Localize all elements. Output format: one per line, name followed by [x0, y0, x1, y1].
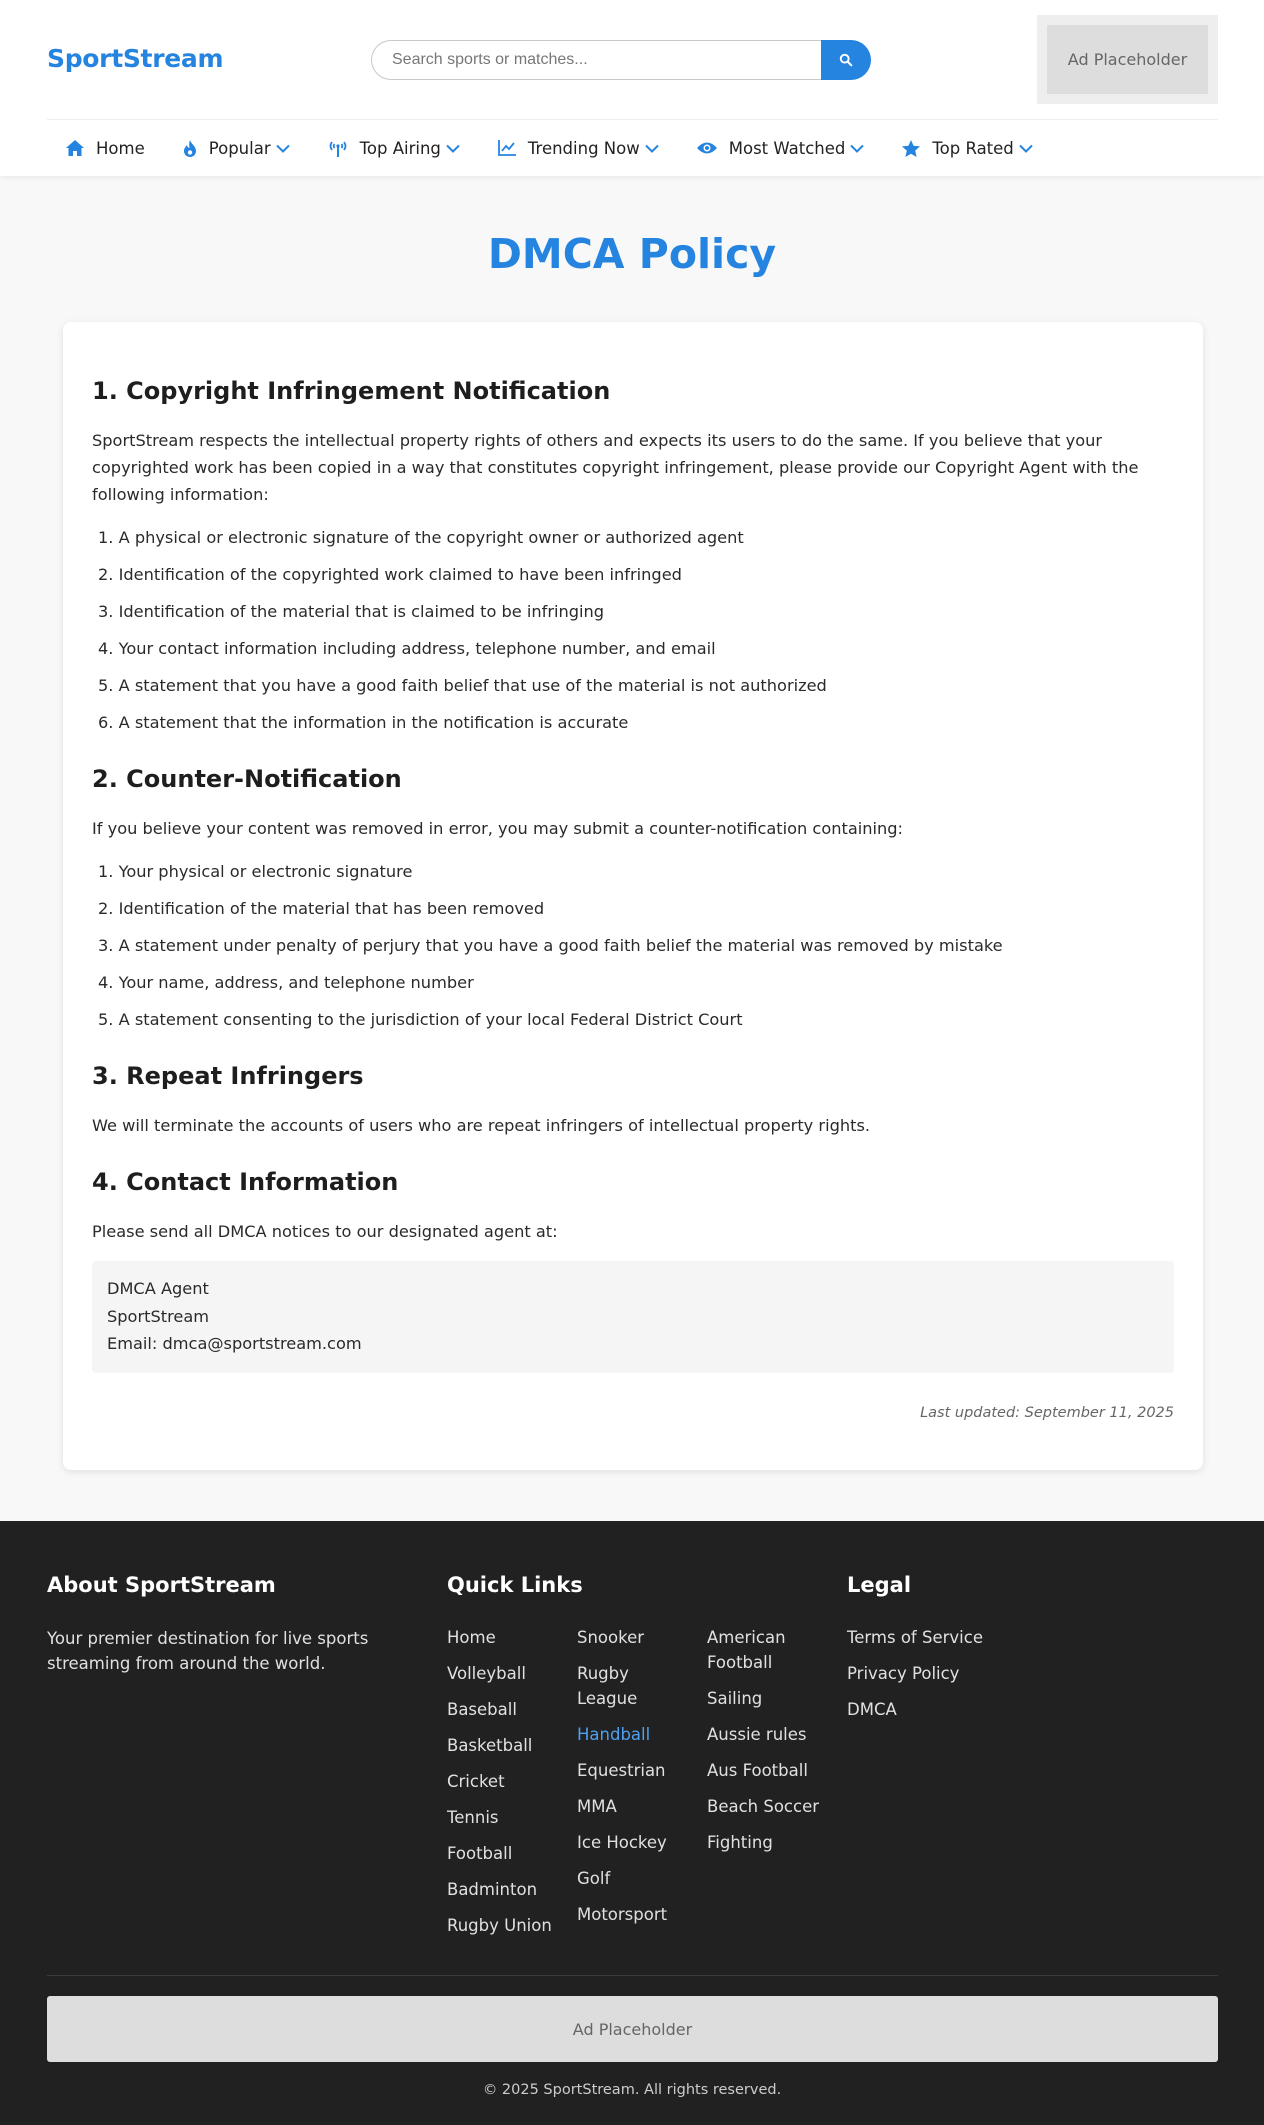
- policy-card: [63, 322, 1203, 1470]
- footer-link[interactable]: Home: [447, 1628, 496, 1647]
- home-icon: [66, 140, 84, 156]
- footer-ad-placeholder: Ad Placeholder: [47, 1996, 1218, 2062]
- list-item: 5. A statement that you have a good faith belief that use of the material is not authorized: [98, 676, 827, 695]
- search-icon: [839, 53, 853, 67]
- last-updated: Last updated: September 11, 2025: [920, 1405, 1174, 1421]
- contact-agent: DMCA Agent: [107, 1279, 209, 1298]
- footer-quick-links-heading: Quick Links: [447, 1573, 583, 1597]
- footer-link[interactable]: Tennis: [447, 1808, 499, 1827]
- copyright: © 2025 SportStream. All rights reserved.: [482, 2082, 782, 2098]
- section-heading: 4. Contact Information: [92, 1168, 399, 1196]
- site-header: [0, 0, 1264, 176]
- site-footer: [0, 1521, 1264, 2125]
- site-logo[interactable]: SportStream: [47, 44, 224, 73]
- footer-link[interactable]: Badminton: [447, 1880, 538, 1899]
- footer-link[interactable]: American Football: [707, 1628, 786, 1672]
- list-item: 3. Identification of the material that is claimed to be infringing: [98, 602, 605, 621]
- list-item: 4. Your name, address, and telephone number: [98, 973, 474, 992]
- search-bar: [371, 40, 871, 80]
- footer-link[interactable]: Golf: [577, 1869, 611, 1888]
- list-item: 2. Identification of the copyrighted work claimed to have been infringed: [98, 565, 682, 584]
- footer-link[interactable]: Basketball: [447, 1736, 533, 1755]
- nav-home[interactable]: [47, 130, 164, 166]
- nav-home-label: Home: [96, 138, 145, 158]
- nav-popular[interactable]: [164, 130, 309, 166]
- list-item: 3. A statement under penalty of perjury that you have a good faith belief the material was removed by mistake: [98, 936, 1003, 955]
- section-paragraph: If you believe your content was removed in error, you may submit a counter-notification containing:: [92, 819, 903, 838]
- chart-line-icon: [498, 140, 516, 156]
- nav-most-watched[interactable]: [678, 130, 884, 166]
- nav-trending-now-label: Trending Now: [527, 138, 640, 158]
- quick-links-col-2: [577, 1625, 687, 1938]
- nav-top-airing-label: Top Airing: [359, 138, 441, 158]
- footer-link[interactable]: Football: [447, 1844, 513, 1863]
- section-paragraph: Please send all DMCA notices to our designated agent at:: [92, 1222, 558, 1241]
- counter-notification-list: [92, 861, 1003, 1046]
- section-paragraph: SportStream respects the intellectual property rights of others and expects its users to do the same. If you believe that your copyrighted work has been copied in a way that constitutes copyright infringement, please provide our Copyright Agent with the following information:: [92, 431, 1139, 504]
- footer-legal-heading: Legal: [847, 1573, 912, 1597]
- section-heading: 1. Copyright Infringement Notification: [92, 377, 611, 405]
- footer-link[interactable]: Baseball: [447, 1700, 517, 1719]
- header-ad-container: [1037, 15, 1218, 104]
- footer-link[interactable]: Aus Football: [707, 1761, 808, 1780]
- footer-link[interactable]: Volleyball: [447, 1664, 526, 1683]
- nav-popular-label: Popular: [208, 138, 271, 158]
- page-title: DMCA Policy: [487, 230, 777, 278]
- nav-most-watched-label: Most Watched: [728, 138, 846, 158]
- section-heading: 2. Counter-Notification: [92, 765, 402, 793]
- nav-trending-now[interactable]: [479, 130, 678, 166]
- chevron-down-icon: [276, 144, 290, 153]
- chevron-down-icon: [645, 144, 659, 153]
- eye-icon: [697, 141, 717, 155]
- footer-link[interactable]: Snooker: [577, 1628, 645, 1647]
- footer-link[interactable]: Rugby Union: [447, 1916, 552, 1935]
- section-heading: 3. Repeat Infringers: [92, 1062, 364, 1090]
- terms-link[interactable]: Terms of Service: [847, 1628, 983, 1647]
- list-item: 5. A statement consenting to the jurisdiction of your local Federal District Court: [98, 1010, 743, 1029]
- list-item: 4. Your contact information including address, telephone number, and email: [98, 639, 716, 658]
- notification-requirements-list: [92, 527, 827, 749]
- antenna-icon: [328, 140, 348, 157]
- footer-link[interactable]: Beach Soccer: [707, 1797, 820, 1816]
- nav-top-rated[interactable]: [883, 130, 1051, 166]
- chevron-down-icon: [1019, 144, 1033, 153]
- footer-link[interactable]: Ice Hockey: [577, 1833, 667, 1852]
- list-item: 2. Identification of the material that has been removed: [98, 899, 545, 918]
- nav-top-airing[interactable]: [309, 130, 479, 166]
- footer-divider: [47, 1975, 1218, 1976]
- footer-link[interactable]: Cricket: [447, 1772, 505, 1791]
- footer-link-hover[interactable]: Handball: [577, 1725, 651, 1744]
- footer-link[interactable]: Aussie rules: [707, 1725, 807, 1744]
- footer-about-heading: About SportStream: [47, 1573, 276, 1597]
- fire-icon: [183, 140, 197, 157]
- nav-top-rated-label: Top Rated: [932, 138, 1014, 158]
- quick-links-col-3: [707, 1625, 827, 1866]
- chevron-down-icon: [446, 144, 460, 153]
- footer-link[interactable]: Rugby League: [577, 1664, 638, 1708]
- footer-link[interactable]: Equestrian: [577, 1761, 666, 1780]
- dmca-link[interactable]: DMCA: [847, 1700, 897, 1719]
- main-nav: [47, 130, 1052, 166]
- list-item: 6. A statement that the information in the notification is accurate: [98, 713, 629, 732]
- search-button[interactable]: [821, 40, 871, 80]
- quick-links-col-1: [447, 1625, 571, 1949]
- footer-link[interactable]: Sailing: [707, 1689, 763, 1708]
- footer-link[interactable]: MMA: [577, 1797, 617, 1816]
- privacy-link[interactable]: Privacy Policy: [847, 1664, 960, 1683]
- list-item: 1. Your physical or electronic signature: [98, 862, 413, 881]
- list-item: 1. A physical or electronic signature of the copyright owner or authorized agent: [98, 528, 744, 547]
- contact-address-box: [92, 1261, 1174, 1373]
- footer-about-text: Your premier destination for live sports streaming from around the world.: [47, 1629, 369, 1673]
- chevron-down-icon: [850, 144, 864, 153]
- contact-company: SportStream: [107, 1306, 210, 1326]
- header-ad-placeholder: Ad Placeholder: [1047, 25, 1208, 94]
- contact-email: Email: dmca@sportstream.com: [107, 1334, 362, 1353]
- section-paragraph: We will terminate the accounts of users who are repeat infringers of intellectual property rights.: [92, 1116, 871, 1135]
- footer-link[interactable]: Fighting: [707, 1833, 773, 1852]
- legal-links: [847, 1625, 1047, 1733]
- footer-link[interactable]: Motorsport: [577, 1905, 668, 1924]
- search-input[interactable]: [371, 40, 823, 80]
- header-divider: [47, 119, 1218, 120]
- star-icon: [902, 140, 920, 157]
